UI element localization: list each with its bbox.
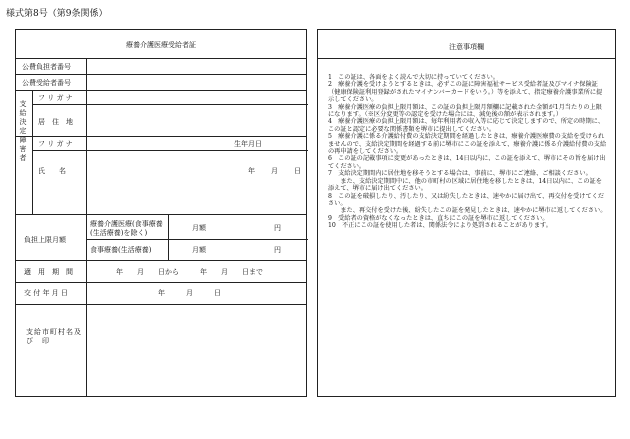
notice-item: 6 この証の記載事項に変更があったときは、14日以内に、この証を添えて、堺市にその旨を届け出てください。 — [328, 155, 606, 170]
medical-care-label: 療養介護医療(食事療養(生活療養)を除く) — [90, 220, 163, 237]
birthdate-month: 月 — [271, 167, 278, 175]
birthdate-year: 年 — [248, 167, 255, 175]
certificate-title: 療養介護医療受給者証 — [126, 41, 196, 49]
copay-limit-label: 負担上限月額 — [24, 236, 66, 244]
name-label: 氏 名 — [38, 167, 66, 175]
meal-care-label: 食事療養(生活療養) — [90, 246, 152, 254]
medical-monthly-label: 月額 — [192, 224, 206, 232]
notice-item: 8 この証を破損したり、汚したり、又は紛失したときは、速やかに届け出て、再交付を受けてください。 — [328, 192, 605, 207]
notice-item: また、支給決定期間中に、他の市町村の区域に居住地を移したときは、14日以内に、この証を添えて、堺市に届け出てください。 — [328, 177, 602, 193]
certificate-panel — [15, 29, 307, 397]
municipality-label: 支給市町村名及 び 印 — [26, 328, 90, 345]
meal-monthly-label: 月額 — [192, 246, 206, 254]
meal-yen: 円 — [274, 246, 281, 254]
notice-item: 10 不正にこの証を使用した者は、関係法令により処罰されることがあります。 — [328, 222, 552, 230]
furigana-label-address: フ リ ガ ナ — [38, 94, 73, 102]
notice-item: 5 療養介護に係る介護給付費の支給決定期間を経過したときは、療養介護医療費の支給を受けられませんので、支給決定期間を経過する前に堺市にこの証を添えて、療養介護に係る介護給付費の支給の再申請をしてください。 — [328, 133, 607, 156]
notice-item: 3 療養介護医療の負担上限月額は、この証の負担上限月額欄に記載された金額が1月当たりの上限になります。（※区分変更等の認定を受けた場合には、減免後の額が表示されます。） — [328, 103, 602, 119]
notice-item: また、再交付を受けた後、紛失したこの証を発見したときは、速やかに堺市に返してください。 — [328, 207, 607, 215]
form-number: 様式第8号（第9条関係） — [6, 9, 108, 19]
recipient-group-label: 支給決定障害者 — [19, 100, 27, 163]
validity-value: 年 月 日から 年 月 日まで — [116, 268, 263, 276]
birthdate-day: 日 — [294, 167, 301, 175]
notice-item: 1 この証は、各面をよく読んで大切に持っていてください。 — [328, 74, 499, 81]
issue-date-label: 交 付 年 月 日 — [24, 289, 68, 297]
notice-title: 注意事項欄 — [449, 43, 484, 51]
furigana-label-name: フ リ ガ ナ — [38, 140, 73, 148]
public-payer-number-label: 公費負担者番号 — [22, 63, 71, 71]
notice-item: 4 療養介護医療の負担上限月額は、毎年利用者の収入等に応じて決定しますので、所定の時期に、この証と認定に必要な関係書類を堺市に提出してください。 — [328, 118, 605, 133]
validity-label: 適 用 期 間 — [24, 268, 73, 276]
notice-item: 9 受給者の資格がなくなったときは、直ちにこの証を堺市に返してください。 — [328, 214, 549, 222]
birthdate-label: 生年月日 — [234, 140, 262, 148]
notice-item: 2 療養介護を受けようとするときは、必ずこの証に障害福祉サービス受給者証及びマイナ保険証（健康保険証利用登録がされたマイナンバーカードをいう。）等を添えて、指定療養介護事業所に提示してください。 — [328, 81, 603, 104]
notice-list — [328, 74, 607, 230]
notice-item: 7 支給決定期間内に居住地を移そうとする場合は、事前に、堺市にご連絡、ご相談ください。 — [328, 170, 592, 178]
public-recipient-number-label: 公費受給者番号 — [22, 79, 71, 87]
medical-yen: 円 — [274, 224, 281, 232]
address-label: 居 住 地 — [38, 118, 73, 126]
notice-panel — [317, 29, 616, 397]
issue-date-value: 年 月 日 — [158, 289, 221, 297]
